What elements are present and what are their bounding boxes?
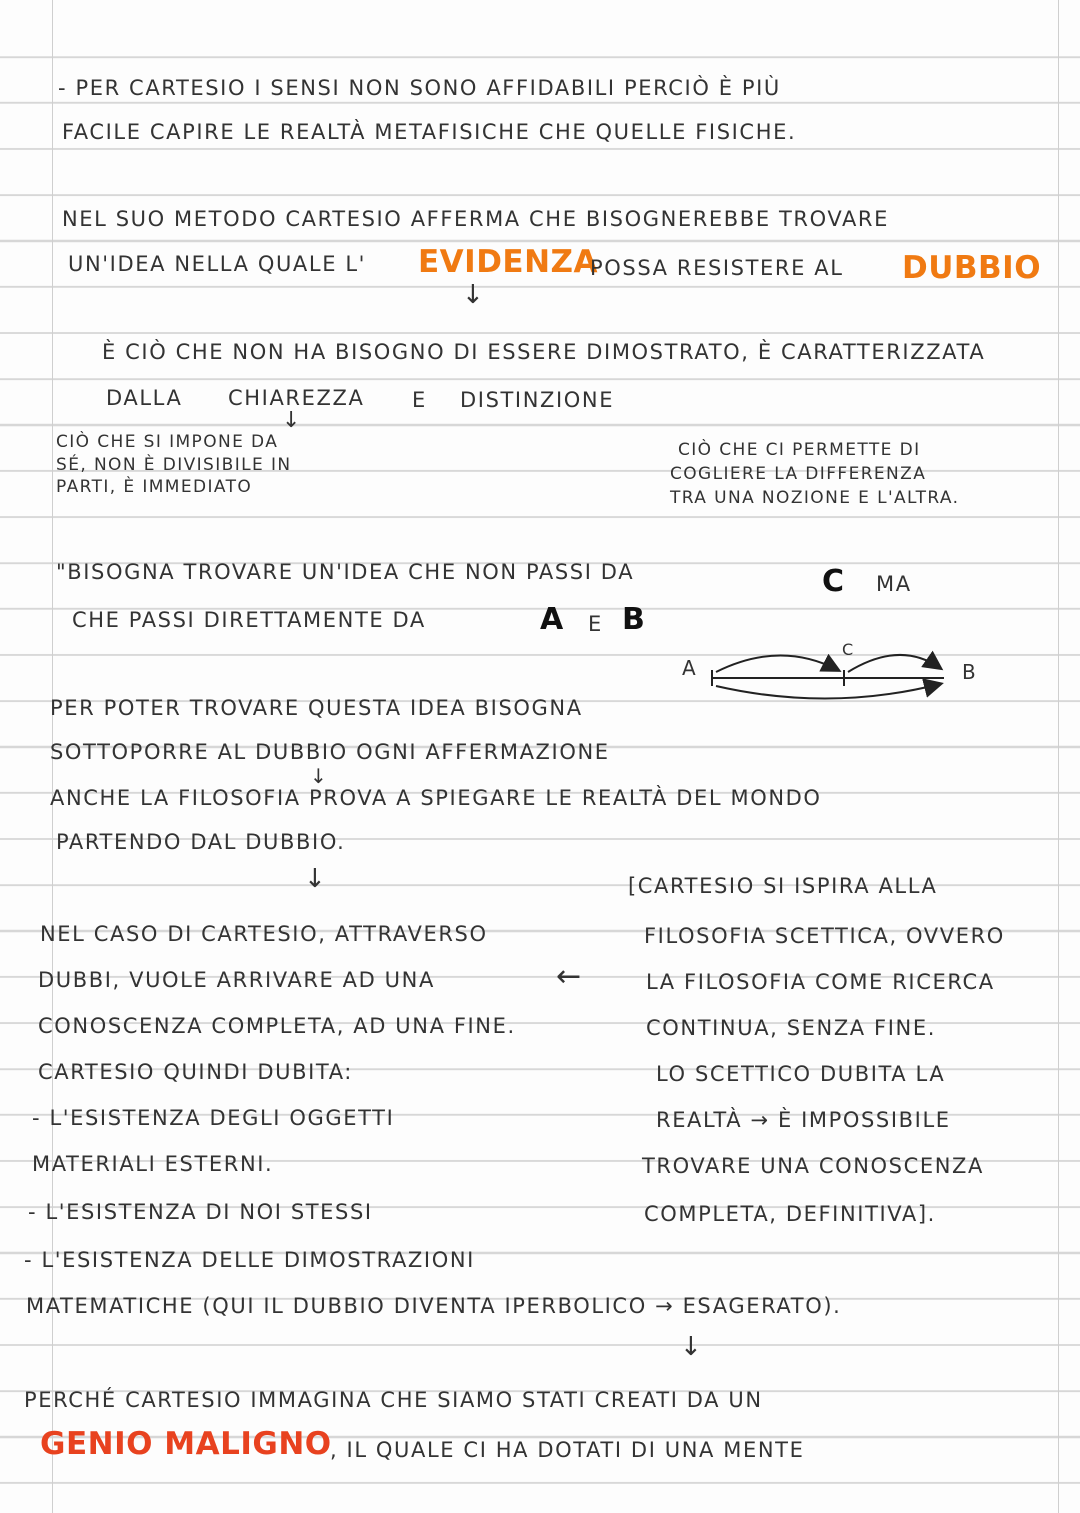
chiarezza-def-1: CIÒ CHE SI IMPONE DA <box>56 432 279 452</box>
label-b: B <box>622 602 647 637</box>
text-line-11: PER POTER TROVARE QUESTA IDEA BISOGNA <box>50 696 583 720</box>
aside-line-7: TROVARE UNA CONOSCENZA <box>642 1154 984 1178</box>
arrow-a-to-c <box>716 655 838 672</box>
distinzione-def-1: CIÒ CHE CI PERMETTE DI <box>678 440 921 460</box>
diagram-label-c: C <box>842 640 855 659</box>
down-arrow-icon: ↓ <box>282 408 301 433</box>
distinzione-def-3: TRA UNA NOZIONE E L'ALTRA. <box>670 488 960 508</box>
diagram-label-a: A <box>682 656 698 680</box>
chiarezza-def-3: PARTI, È IMMEDIATO <box>56 477 253 497</box>
text-line-20: MATERIALI ESTERNI. <box>32 1152 274 1176</box>
text-line-22: - L'ESISTENZA DELLE DIMOSTRAZIONI <box>24 1248 475 1272</box>
aside-line-1: [CARTESIO SI ISPIRA ALLA <box>628 874 938 898</box>
text-line-23: MATEMATICHE (QUI IL DUBBIO DIVENTA IPERBOLICO → ESAGERATO). <box>26 1294 842 1318</box>
aside-line-4: CONTINUA, SENZA FINE. <box>646 1016 936 1040</box>
label-a: A <box>540 602 565 637</box>
text-line-6e: E <box>412 388 427 412</box>
text-line-24: PERCHÉ CARTESIO IMMAGINA CHE SIAMO STATI CREATI DA UN <box>24 1388 763 1412</box>
text-line-5: È CIÒ CHE NON HA BISOGNO DI ESSERE DIMOSTRATO, È CARATTERIZZATA <box>102 340 986 364</box>
text-line-16: DUBBI, VUOLE ARRIVARE AD UNA <box>38 968 435 992</box>
text-line-25b: , IL QUALE CI HA DOTATI DI UNA MENTE <box>330 1438 805 1462</box>
text-line-10a: CHE PASSI DIRETTAMENTE DA <box>72 608 426 632</box>
text-line-9a: "BISOGNA TROVARE UN'IDEA CHE NON PASSI DA <box>56 560 635 584</box>
text-line-10e: E <box>588 612 603 636</box>
text-line-21: - L'ESISTENZA DI NOI STESSI <box>28 1200 373 1224</box>
down-arrow-icon: ↓ <box>310 764 327 788</box>
text-line-4b: POSSA RESISTERE AL <box>590 256 844 280</box>
text-line-4a: UN'IDEA NELLA QUALE L' <box>68 252 367 276</box>
text-line-9b: MA <box>876 572 912 596</box>
arrow-a-to-b <box>716 684 940 699</box>
chiarezza-def-2: SÉ, NON È DIVISIBILE IN <box>56 455 292 475</box>
evidenza-highlight: EVIDENZA <box>418 244 599 280</box>
text-line-13: ANCHE LA FILOSOFIA PROVA A SPIEGARE LE REALTÀ DEL MONDO <box>50 786 822 810</box>
diagram-label-b: B <box>962 660 978 684</box>
text-line-18: CARTESIO QUINDI DUBITA: <box>38 1060 353 1084</box>
genio-maligno-highlight: GENIO MALIGNO <box>40 1426 332 1462</box>
aside-line-8: COMPLETA, DEFINITIVA]. <box>644 1202 936 1226</box>
down-arrow-icon: ↓ <box>304 864 326 894</box>
arrow-c-to-b <box>848 655 940 672</box>
distinzione-def-2: COGLIERE LA DIFFERENZA <box>670 464 927 484</box>
aside-line-5: LO SCETTICO DUBITA LA <box>656 1062 946 1086</box>
chiarezza-label: CHIAREZZA <box>228 386 365 410</box>
label-c: C <box>822 564 846 599</box>
distinzione-label: DISTINZIONE <box>460 388 615 412</box>
left-arrow-icon: ← <box>556 959 582 994</box>
aside-line-6: REALTÀ → È IMPOSSIBILE <box>656 1108 951 1132</box>
text-line-6a: DALLA <box>106 386 183 410</box>
dubbio-highlight: DUBBIO <box>902 250 1042 286</box>
text-line-3: NEL SUO METODO CARTESIO AFFERMA CHE BISOGNEREBBE TROVARE <box>62 207 889 231</box>
text-line-19: - L'ESISTENZA DEGLI OGGETTI <box>32 1106 395 1130</box>
text-line-14: PARTENDO DAL DUBBIO. <box>56 830 346 854</box>
text-line-1: - PER CARTESIO I SENSI NON SONO AFFIDABILI PERCIÒ È PIÙ <box>58 76 781 100</box>
down-arrow-icon: ↓ <box>680 1332 702 1362</box>
text-line-2: FACILE CAPIRE LE REALTÀ METAFISICHE CHE QUELLE FISICHE. <box>62 120 797 144</box>
aside-line-2: FILOSOFIA SCETTICA, OVVERO <box>644 924 1005 948</box>
text-line-12: SOTTOPORRE AL DUBBIO OGNI AFFERMAZIONE <box>50 740 610 764</box>
aside-line-3: LA FILOSOFIA COME RICERCA <box>646 970 995 994</box>
text-line-15: NEL CASO DI CARTESIO, ATTRAVERSO <box>40 922 488 946</box>
down-arrow-icon: ↓ <box>462 280 484 310</box>
text-line-17: CONOSCENZA COMPLETA, AD UNA FINE. <box>38 1014 516 1038</box>
